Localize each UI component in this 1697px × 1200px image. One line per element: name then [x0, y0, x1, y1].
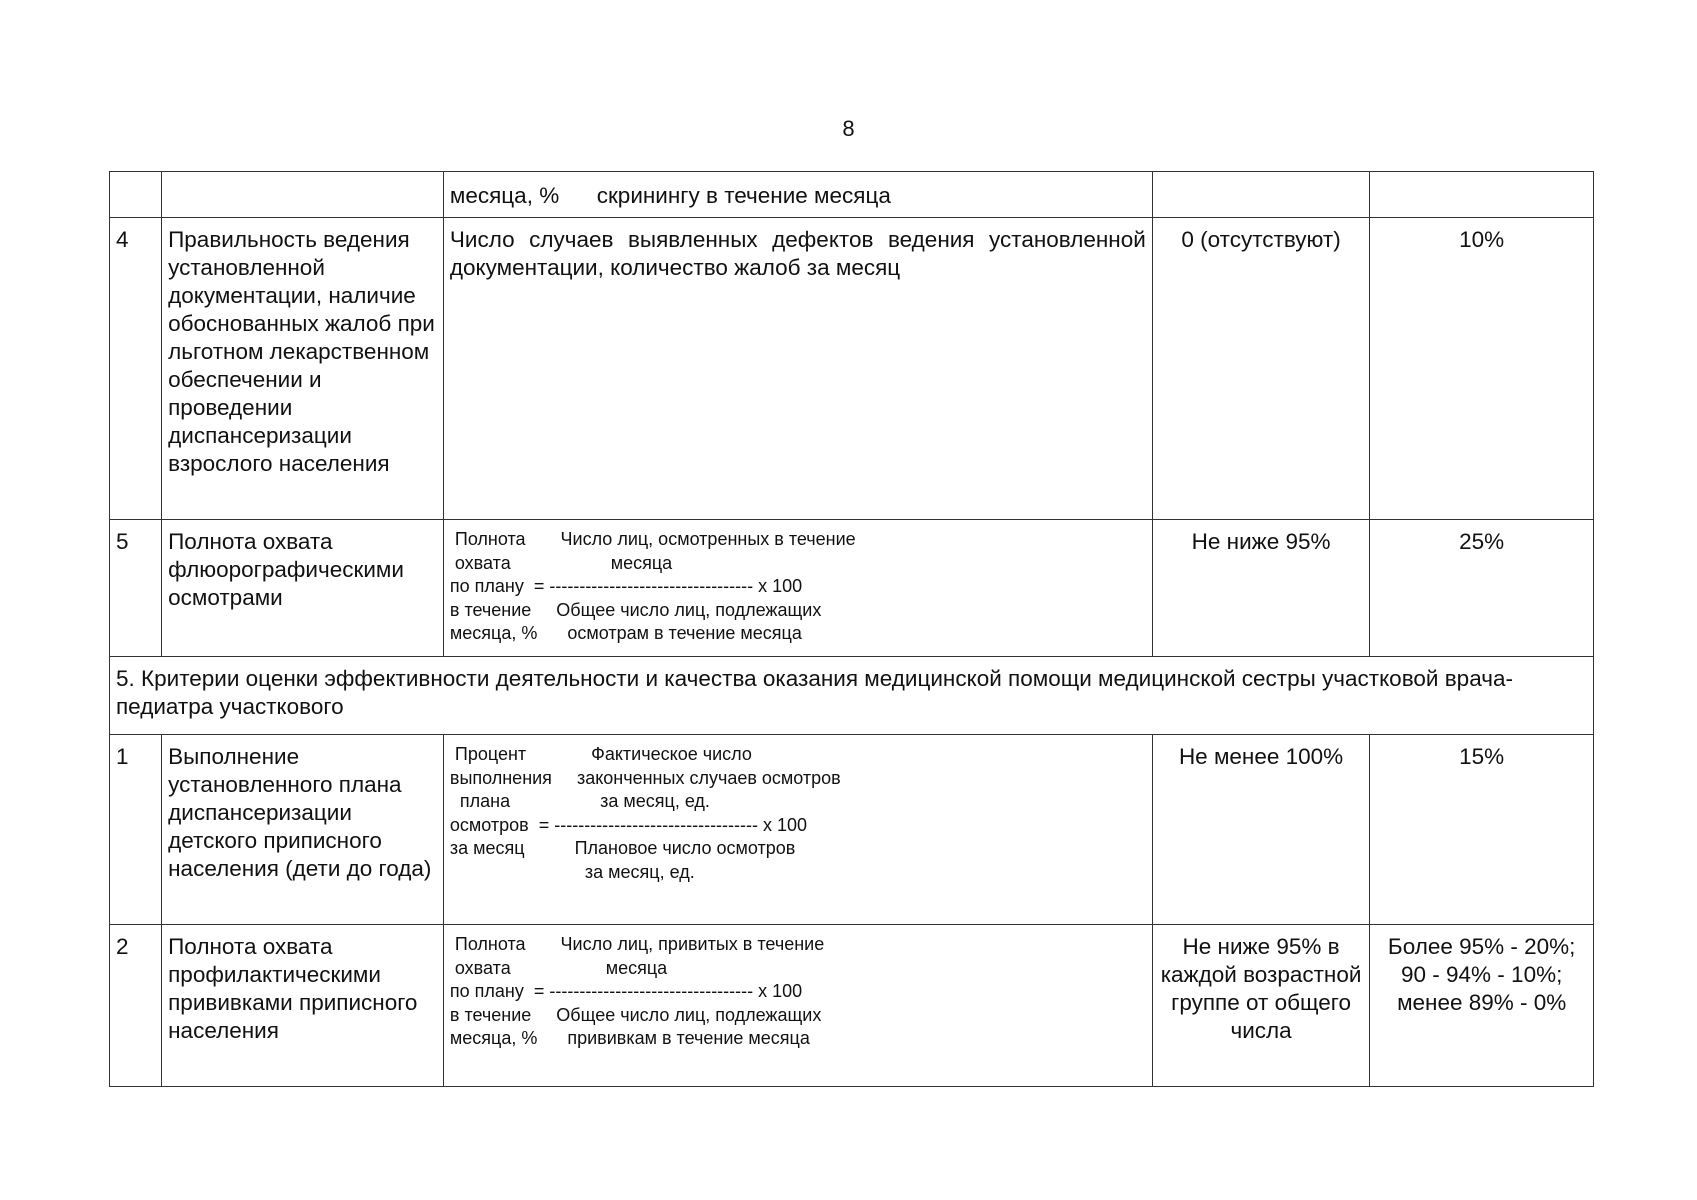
formula: Процент Фактическое число выполнения законченных случаев осмотров плана за месяц, ед. осмотров = ---------------------------------- x 100 за месяц Плановое число осмотров за месяц, ед.: [449, 744, 841, 882]
weight-value: Более 95% - 20%; 90 - 94% - 10%; менее 89% - 0%: [1370, 925, 1594, 1087]
formula-cell: [443, 735, 1152, 925]
norm-value: 0 (отсутствуют): [1152, 218, 1370, 520]
criterion-name: [162, 172, 444, 218]
row-number: 5: [110, 520, 162, 657]
norm-value: Не ниже 95% в каждой возрастной группе от общего числа: [1152, 925, 1370, 1087]
weight-value: 10%: [1370, 218, 1594, 520]
criterion-name: Выполнение установленного плана диспансеризации детского приписного населения (дети до года): [162, 735, 444, 925]
criterion-name: Полнота охвата флюорографическими осмотрами: [162, 520, 444, 657]
section-title: 5. Критерии оценки эффективности деятельности и качества оказания медицинской помощи медицинской сестры участковой врача-педиатра участкового: [110, 657, 1594, 735]
table-row: [110, 218, 1594, 520]
formula-text: Число случаев выявленных дефектов ведения установленной документации, количество жалоб за месяц: [443, 218, 1152, 520]
norm-value: Не ниже 95%: [1152, 520, 1370, 657]
norm-value: [1152, 172, 1370, 218]
table-row: [110, 172, 1594, 218]
formula-cell: [443, 520, 1152, 657]
row-number: 4: [110, 218, 162, 520]
weight-value: [1370, 172, 1594, 218]
criterion-name: Правильность ведения установленной документации, наличие обоснованных жалоб при льготном лекарственном обеспечении и проведении диспансеризации взрослого населения: [162, 218, 444, 520]
formula: Полнота Число лиц, привитых в течение охвата месяца по плану = ---------------------------------- x 100 в течение Общее число лиц, подлежащих месяца, % прививкам в течение месяца: [449, 934, 825, 1048]
formula-continuation: месяца, % скринингу в течение месяца: [443, 172, 1152, 218]
row-number: 1: [110, 735, 162, 925]
table-row: [110, 925, 1594, 1087]
criterion-name: Полнота охвата профилактическими прививками приписного населения: [162, 925, 444, 1087]
table-row: [110, 735, 1594, 925]
weight-value: 25%: [1370, 520, 1594, 657]
table-row: [110, 520, 1594, 657]
row-number: 2: [110, 925, 162, 1087]
weight-value: 15%: [1370, 735, 1594, 925]
formula-cell: [443, 925, 1152, 1087]
criteria-table: [109, 171, 1594, 1087]
row-number: [110, 172, 162, 218]
section-header-row: [110, 657, 1594, 735]
page-number: 8: [842, 116, 855, 141]
formula: Полнота Число лиц, осмотренных в течение охвата месяца по плану = ---------------------------------- x 100 в течение Общее число лиц, подлежащих месяца, % осмотрам в течение месяца: [449, 529, 856, 643]
norm-value: Не менее 100%: [1152, 735, 1370, 925]
